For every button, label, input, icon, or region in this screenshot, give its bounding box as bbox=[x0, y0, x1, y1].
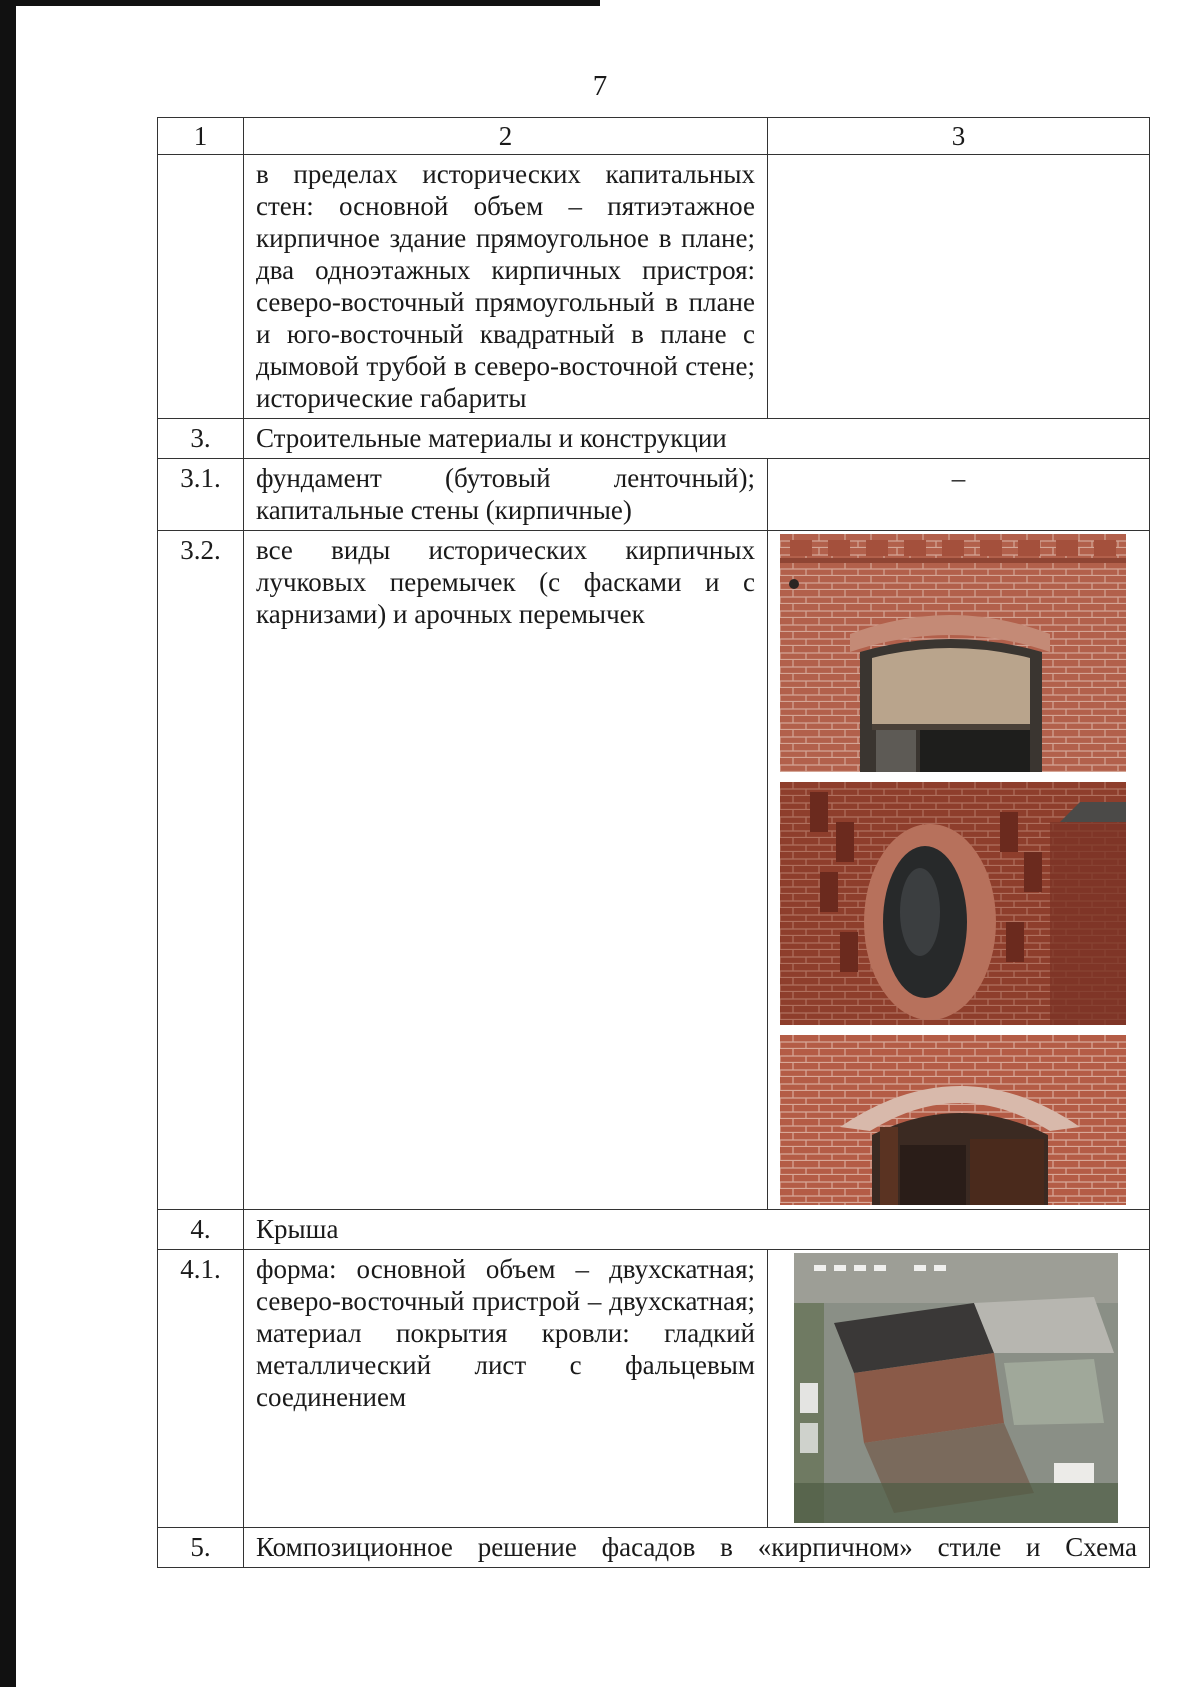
row-number-cell bbox=[158, 155, 244, 419]
header-cell-3: 3 bbox=[768, 118, 1150, 155]
section-title-cell: Строительные материалы и конструкции bbox=[244, 419, 1150, 459]
row-text-cell: фундамент (бутовый ленточный); капитальные стены (кирпичные) bbox=[244, 459, 768, 531]
table-row-3-1 bbox=[158, 459, 1150, 531]
row-image-cell bbox=[768, 1250, 1150, 1528]
row-image-cell bbox=[768, 155, 1150, 419]
row-number-cell: 4. bbox=[158, 1210, 244, 1250]
row-text-cell: форма: основной объем – двухскатная; северо-восточный пристрой – двухскатная; материал покрытия кровли: гладкий металлический лист с фальцевым соединением bbox=[244, 1250, 768, 1528]
section-title-cell: Композиционное решение фасадов в «кирпичном» стиле и Схема bbox=[244, 1528, 1150, 1568]
photo-round-arched-window bbox=[780, 782, 1126, 1025]
row-text-cell: все виды исторических кирпичных лучковых перемычек (с фасками и с карнизами) и арочных перемычек bbox=[244, 531, 768, 1210]
page-number: 7 bbox=[592, 70, 608, 102]
table-row-section-3 bbox=[158, 419, 1150, 459]
section-title-cell: Крыша bbox=[244, 1210, 1150, 1250]
table-row-section-5 bbox=[158, 1528, 1150, 1568]
header-cell-2: 2 bbox=[244, 118, 768, 155]
table-row-continuation bbox=[158, 155, 1150, 419]
table-row-4-1 bbox=[158, 1250, 1150, 1528]
row-number-cell: 3.1. bbox=[158, 459, 244, 531]
table-row-section-4 bbox=[158, 1210, 1150, 1250]
photo-aerial-roof bbox=[794, 1253, 1118, 1523]
row-number-cell: 3. bbox=[158, 419, 244, 459]
monument-subject-table bbox=[157, 117, 1150, 1568]
photo-segmental-lintel-window bbox=[780, 534, 1126, 772]
row-image-cell bbox=[768, 531, 1150, 1210]
scan-edge-top bbox=[0, 0, 600, 6]
row-number-cell: 3.2. bbox=[158, 531, 244, 1210]
row-number-cell: 5. bbox=[158, 1528, 244, 1568]
photo-arched-doorway bbox=[780, 1035, 1126, 1205]
row-number-cell: 4.1. bbox=[158, 1250, 244, 1528]
row-text-cell: в пределах исторических капитальных стен: основной объем – пятиэтажное кирпичное здание прямоугольное в плане; два одноэтажных кирпичных пристроя: северо-восточный прямоугольный в плане и юго-восточный квадратный в плане с дымовой трубой в северо-восточной стене; исторические габариты bbox=[244, 155, 768, 419]
row-image-cell-empty-dash: – bbox=[768, 459, 1150, 531]
table-header-row bbox=[158, 118, 1150, 155]
header-cell-1: 1 bbox=[158, 118, 244, 155]
table-row-3-2 bbox=[158, 531, 1150, 1210]
scan-edge-left bbox=[0, 0, 16, 1687]
